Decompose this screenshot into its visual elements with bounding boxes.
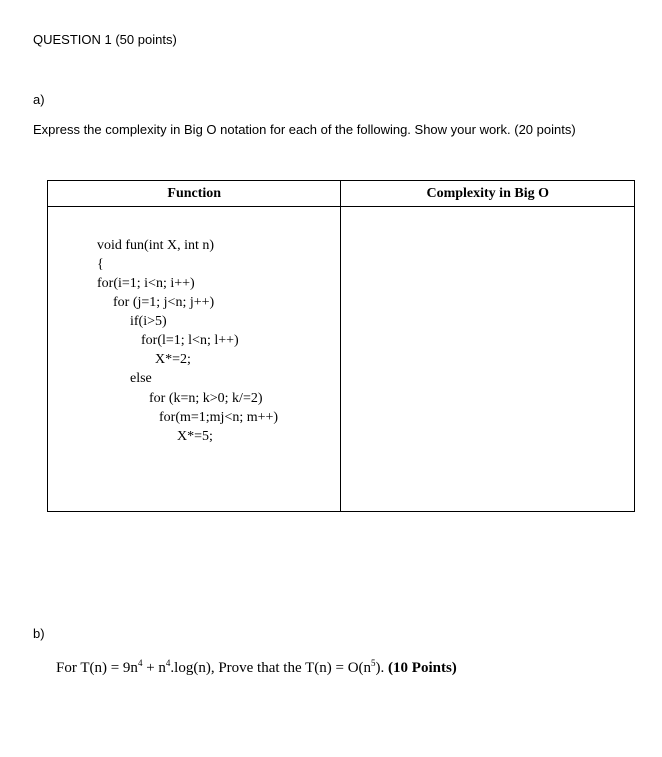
prove-text: + n <box>142 660 166 676</box>
complexity-table <box>47 180 635 512</box>
code-line: void fun(int X, int n) <box>97 238 215 253</box>
table-header-row <box>48 181 635 207</box>
code-line: else <box>130 371 152 386</box>
prove-statement <box>56 660 457 677</box>
table-row <box>48 207 635 512</box>
code-line: { <box>97 257 104 272</box>
exponent: 5 <box>371 658 376 668</box>
header-function: Function <box>48 181 341 207</box>
question-title: QUESTION 1 (50 points) <box>33 32 177 47</box>
part-a-label: a) <box>33 92 45 107</box>
code-line: for (j=1; j<n; j++) <box>113 295 215 310</box>
code-line: for(i=1; i<n; i++) <box>97 276 195 291</box>
exponent: 4 <box>137 658 143 668</box>
code-line: X*=5; <box>177 429 213 444</box>
code-line: X*=2; <box>155 352 191 367</box>
code-line: if(i>5) <box>130 314 167 329</box>
code-line: for (k=n; k>0; k/=2) <box>149 391 263 406</box>
part-b-label: b) <box>33 626 45 641</box>
prove-text: For T(n) = 9n <box>56 660 138 676</box>
points-label: (10 Points) <box>388 660 457 676</box>
header-complexity: Complexity in Big O <box>341 181 635 207</box>
prove-text: .log(n), Prove that the T(n) = O(n <box>170 660 372 676</box>
code-line: for(l=1; l<n; l++) <box>141 333 239 348</box>
prove-text: ). <box>375 660 389 676</box>
complexity-answer-cell[interactable] <box>341 207 635 512</box>
part-a-instruction: Express the complexity in Big O notation for each of the following. Show your work. (20 points) <box>33 122 576 137</box>
function-cell <box>48 207 341 512</box>
code-line: for(m=1;mj<n; m++) <box>159 410 279 425</box>
exponent: 4 <box>165 658 171 668</box>
